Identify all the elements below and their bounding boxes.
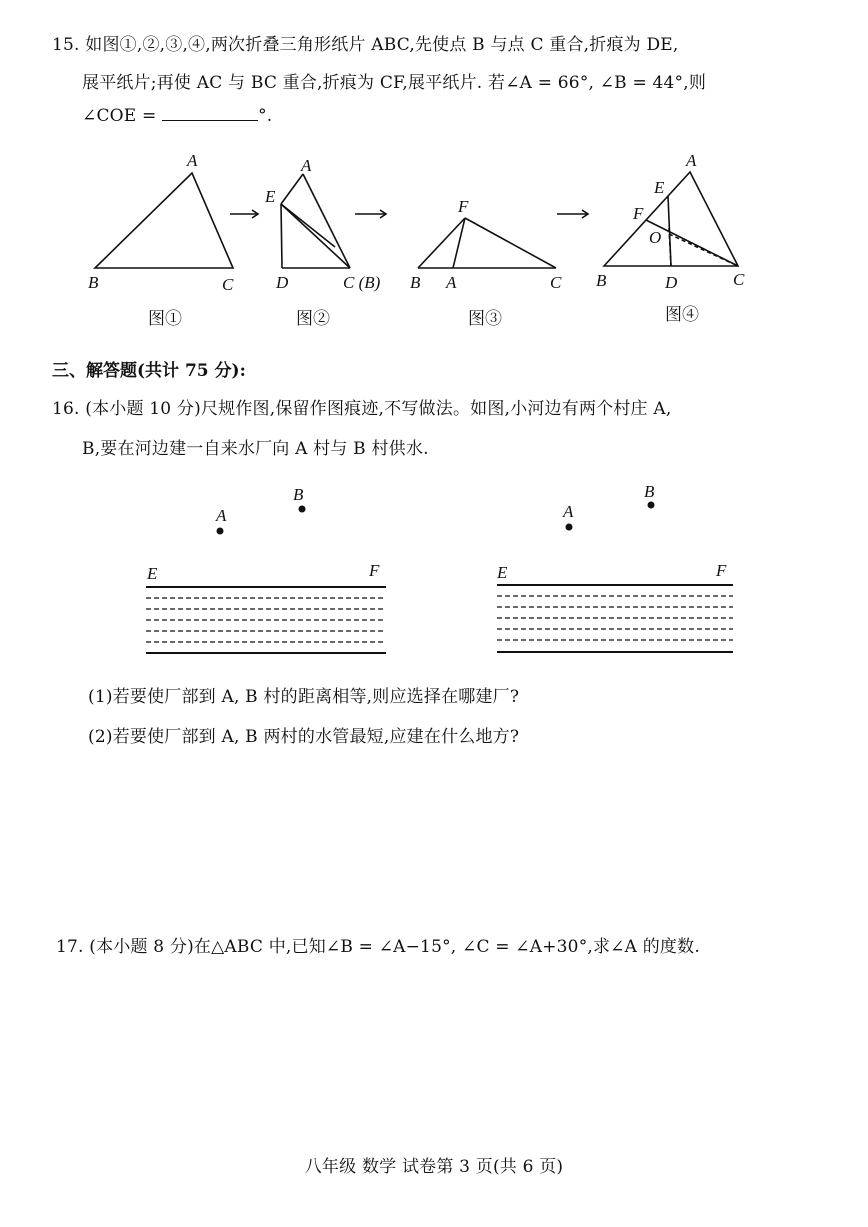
- label-b-left: B: [293, 485, 304, 504]
- fig3-label-f: F: [458, 197, 469, 216]
- q16-figures: [0, 475, 868, 675]
- fig2-ec: [281, 204, 350, 268]
- fig1-label-c: C: [222, 275, 234, 294]
- q15-line1: 15. 如图①,②,③,④,两次折叠三角形纸片 ABC,先使点 B 与点 C 重合,折痕为 DE,: [52, 35, 679, 55]
- fig1-triangle: [95, 173, 233, 268]
- fig3-label-a: A: [446, 273, 457, 292]
- label-e-left: E: [147, 564, 158, 583]
- fig3-label-b: B: [410, 273, 421, 292]
- section3-title: 三、解答题(共计 75 分):: [52, 361, 246, 381]
- fig2-caption: 图②: [296, 309, 330, 328]
- fig2-label-a: A: [301, 156, 312, 175]
- village-b-right: [648, 502, 655, 509]
- fig2-de: [281, 204, 282, 268]
- fig3-caption: 图③: [468, 309, 502, 328]
- label-f-right: F: [716, 561, 727, 580]
- q16-sub1: (1)若要使厂部到 A, B 村的距离相等,则应选择在哪建厂?: [88, 687, 520, 707]
- label-b-right: B: [644, 482, 655, 501]
- fig4-label-d: D: [665, 273, 678, 292]
- q16-line1: 16. (本小题 10 分)尺规作图,保留作图痕迹,不写做法。如图,小河边有两个村庄 A,: [52, 399, 672, 419]
- q16-sub2: (2)若要使厂部到 A, B 两村的水管最短,应建在什么地方?: [88, 727, 520, 747]
- q15-figures: [0, 140, 868, 340]
- fig4-caption: 图④: [665, 305, 699, 324]
- q17-text: 17. (本小题 8 分)在△ABC 中,已知∠B = ∠A−15°, ∠C = ∠A+30°,求∠A 的度数.: [56, 937, 700, 957]
- label-e-right: E: [497, 563, 508, 582]
- label-a-left: A: [216, 506, 227, 525]
- q15-line3: [82, 106, 272, 126]
- q15-line3-prefix: ∠COE =: [82, 106, 157, 126]
- fig4-label-b: B: [596, 271, 607, 290]
- fig4-label-e: E: [654, 178, 665, 197]
- fig4-label-a: A: [686, 151, 697, 170]
- fig2-ac: [303, 174, 350, 268]
- fig1-label-a: A: [187, 151, 198, 170]
- q15-line2: 展平纸片;再使 AC 与 BC 重合,折痕为 CF,展平纸片. 若∠A = 66°, ∠B = 44°,则: [82, 73, 707, 93]
- label-a-right: A: [563, 502, 574, 521]
- q15-line3-suffix: °.: [258, 106, 273, 126]
- fig4-label-f: F: [633, 204, 644, 223]
- fig1-caption: 图①: [148, 309, 182, 328]
- page-footer: 八年级 数学 试卷第 3 页(共 6 页): [304, 1157, 564, 1177]
- label-f-left: F: [369, 561, 380, 580]
- fig4-label-o: O: [649, 228, 662, 247]
- fig4-label-c: C: [733, 270, 745, 289]
- village-a-left: [217, 528, 224, 535]
- fig1-label-b: B: [88, 273, 99, 292]
- fig3-label-c: C: [550, 273, 562, 292]
- village-a-right: [566, 524, 573, 531]
- fig2-label-d: D: [276, 273, 289, 292]
- village-b-left: [299, 506, 306, 513]
- fig2-label-e: E: [265, 187, 276, 206]
- fig2-ea: [281, 174, 303, 204]
- q16-line2: B,要在河边建一自来水厂向 A 村与 B 村供水.: [82, 439, 429, 459]
- fig2-label-c: C (B): [343, 273, 381, 292]
- fig2-fold: [281, 204, 335, 247]
- answer-blank[interactable]: [162, 106, 258, 121]
